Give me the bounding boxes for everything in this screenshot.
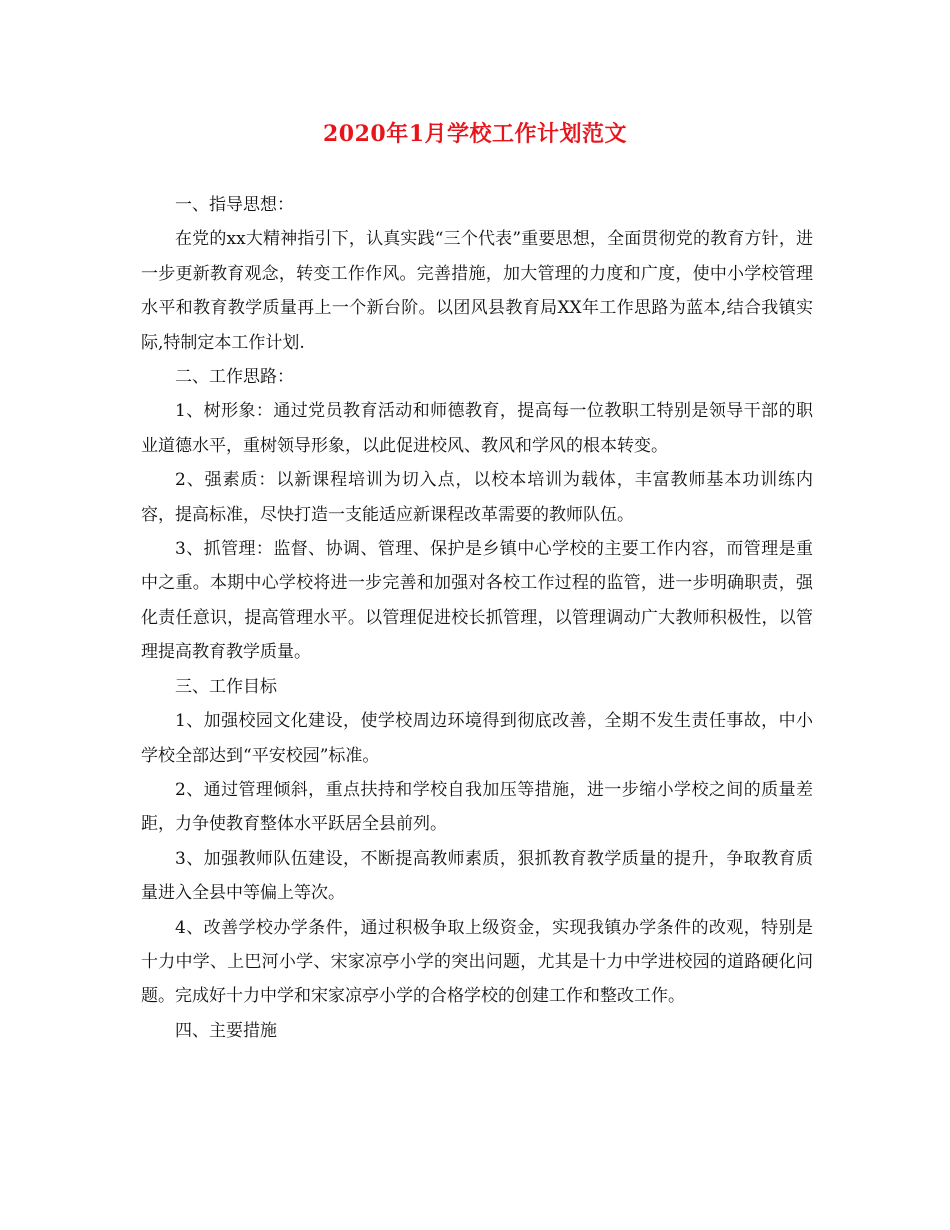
section-heading-main-measures: 四、主要措施 <box>175 1020 277 1041</box>
paragraph-approach-quality: 2、强素质：以新课程培训为切入点，以校本培训为载体，丰富教师基本功训练内容，提高标准，尽快打造一支能适应新课程改革需要的教师队伍。 <box>141 470 813 525</box>
document-title: 2020年1月学校工作计划范文 <box>322 121 628 147</box>
paragraph-guiding-thought: 在党的xx大精神指引下，认真实践“三个代表”重要思想，全面贯彻党的教育方针，进一步更新教育观念，转变工作作风。完善措施，加大管理的力度和广度，使中小学校管理水平和教育教学质量再上一个新台阶。以团风县教育局XX年工作思路为蓝本,结合我镇实际,特制定本工作计划. <box>141 229 813 353</box>
section-heading-work-goals: 三、工作目标 <box>175 676 277 697</box>
section-heading-work-approach: 二、工作思路： <box>175 367 294 388</box>
paragraph-goal-1: 1、加强校园文化建设，使学校周边环境得到彻底改善，全期不发生责任事故，中小学校全部达到“平安校园”标准。 <box>141 711 813 766</box>
paragraph-goal-3: 3、加强教师队伍建设，不断提高教师素质，狠抓教育教学质量的提升，争取教育质量进入全县中等偏上等次。 <box>141 848 813 904</box>
document-body <box>141 188 813 1048</box>
paragraph-goal-2: 2、通过管理倾斜，重点扶持和学校自我加压等措施，进一步缩小学校之间的质量差距，力争使教育整体水平跃居全县前列。 <box>141 779 813 835</box>
paragraph-approach-image: 1、树形象：通过党员教育活动和师德教育，提高每一位教职工特别是领导干部的职业道德水平，重树领导形象，以此促进校风、教风和学风的根本转变。 <box>141 401 813 456</box>
section-heading-guiding-thought: 一、指导思想： <box>175 195 294 215</box>
paragraph-goal-4: 4、改善学校办学条件，通过积极争取上级资金，实现我镇办学条件的改观，特别是十力中学、上巴河小学、宋家凉亭小学的突出问题，尤其是十力中学进校园的道路硬化问题。完成好十力中学和宋家凉亭小学的合格学校的创建工作和整改工作。 <box>141 917 813 1007</box>
paragraph-approach-management: 3、抓管理：监督、协调、管理、保护是乡镇中心学校的主要工作内容，而管理是重中之重。本期中心学校将进一步完善和加强对各校工作过程的监管，进一步明确职责，强化责任意识，提高管理水平。以管理促进校长抓管理，以管理调动广大教师积极性，以管理提高教育教学质量。 <box>141 539 813 663</box>
